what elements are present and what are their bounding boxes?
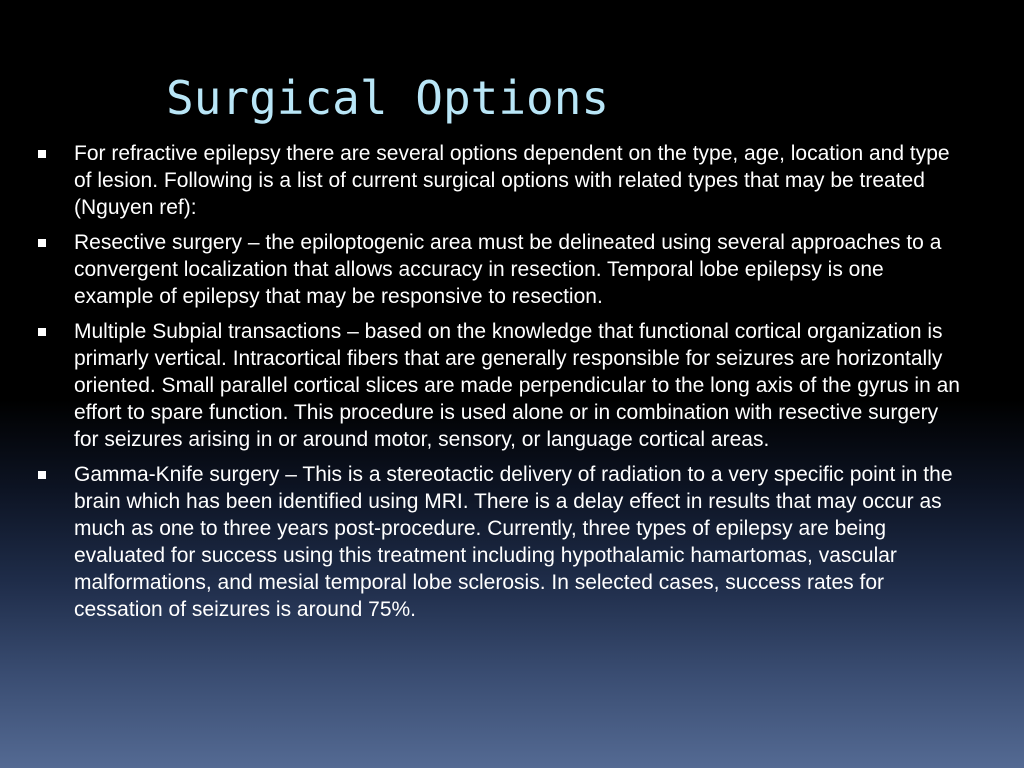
bullet-item [36,140,966,221]
square-bullet-icon [38,471,46,479]
bullet-item [36,229,966,310]
bullet-text: Multiple Subpial transactions – based on the knowledge that functional cortical organization is primarly vertical. Intracortical fibers that are generally responsible for seizures are horizontally oriented. Small parallel cortical slices are made perpendicular to the long axis of the gyrus in an effort to spare function. This procedure is used alone or in combination with resective surgery for seizures arising in or around motor, sensory, or language cortical areas. [74,320,960,451]
bullet-item [36,461,966,623]
square-bullet-icon [38,239,46,247]
bullet-text: For refractive epilepsy there are several options dependent on the type, age, location and type of lesion. Following is a list of current surgical options with related types that may be treated (Nguyen ref): [74,142,950,219]
bullet-text: Gamma-Knife surgery – This is a stereotactic delivery of radiation to a very specific point in the brain which has been identified using MRI. There is a delay effect in results that may occur as much as one to three years post-procedure. Currently, three types of epilepsy are being evaluated for success using this treatment including hypothalamic hamartomas, vascular malformations, and mesial temporal lobe sclerosis. In selected cases, success rates for cessation of seizures is around 75%. [74,463,953,621]
square-bullet-icon [38,150,46,158]
bullet-item [36,318,966,453]
bullet-list [36,140,966,631]
square-bullet-icon [38,328,46,336]
bullet-text: Resective surgery – the epiloptogenic area must be delineated using several approaches to a convergent localization that allows accuracy in resection. Temporal lobe epilepsy is one example of epilepsy that may be responsive to resection. [74,231,942,308]
slide-title: Surgical Options [166,71,610,125]
